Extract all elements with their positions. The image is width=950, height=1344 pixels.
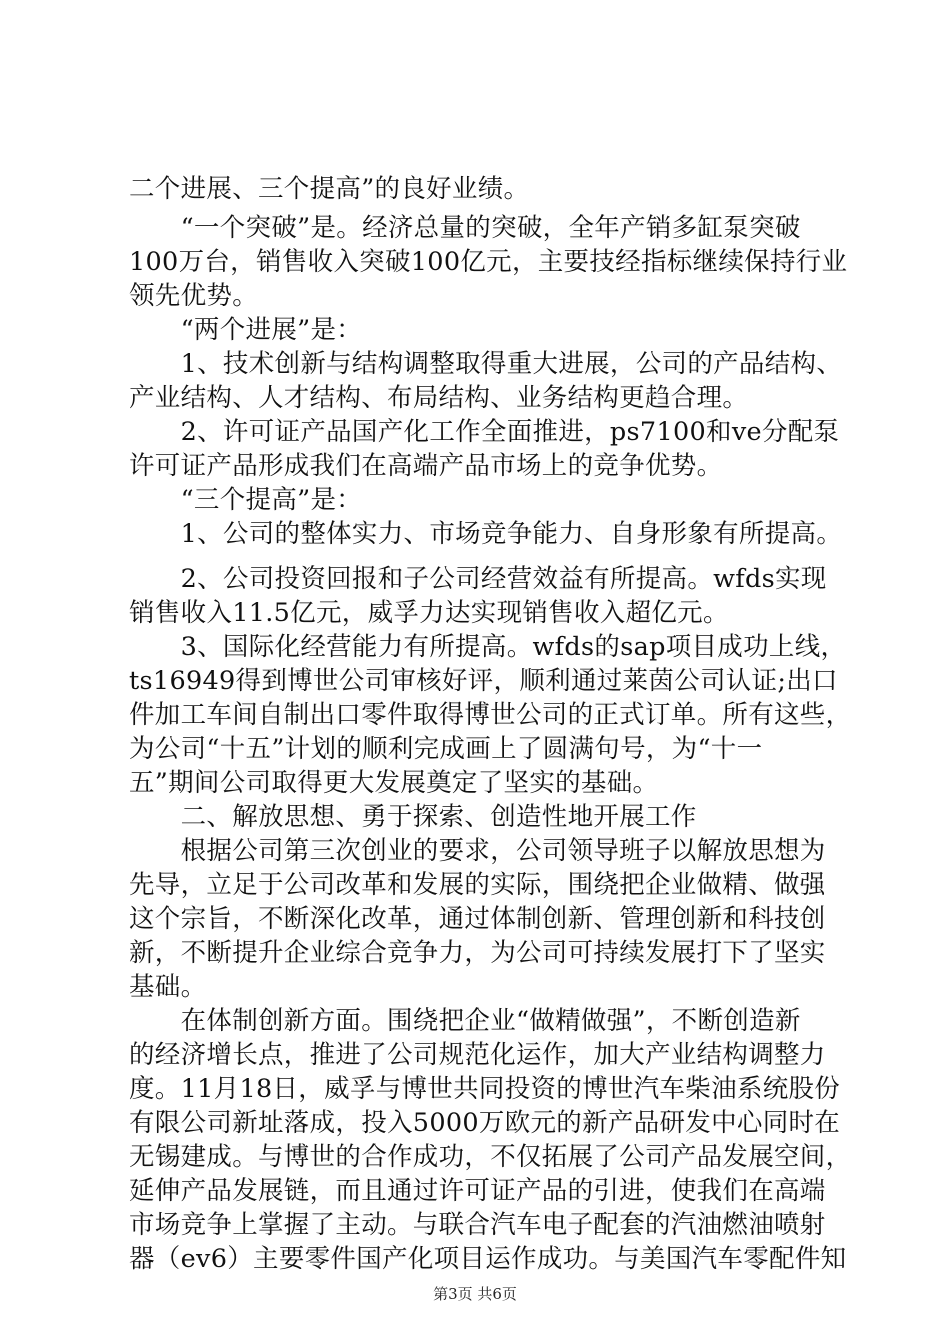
text-line: 2、许可证产品国产化工作全面推进，ps7100和ve分配泵 xyxy=(129,417,840,447)
text-line: 销售收入11.5亿元，威孚力达实现销售收入超亿元。 xyxy=(129,598,729,628)
text-line: 二、解放思想、勇于探索、创造性地开展工作 xyxy=(129,802,697,832)
text-line: 1、公司的整体实力、市场竞争能力、自身形象有所提高。 xyxy=(129,519,843,549)
text-line: 2、公司投资回报和子公司经营效益有所提高。wfds实现 xyxy=(129,564,827,594)
text-line: “两个进展”是： xyxy=(129,315,363,345)
text-line: “一个突破”是。经济总量的突破，全年产销多缸泵突破 xyxy=(129,213,801,243)
text-line: 3、国际化经营能力有所提高。wfds的sap项目成功上线， xyxy=(129,632,847,662)
text-line: 五”期间公司取得更大发展奠定了坚实的基础。 xyxy=(129,768,659,798)
text-line: 领先优势。 xyxy=(129,281,259,311)
text-line: 先导，立足于公司改革和发展的实际，围绕把企业做精、做强 xyxy=(129,870,826,900)
text-line: 延伸产品发展链，而且通过许可证产品的引进，使我们在高端 xyxy=(129,1176,826,1206)
text-line: 二个进展、三个提高”的良好业绩。 xyxy=(129,174,530,204)
text-line: 件加工车间自制出口零件取得博世公司的正式订单。所有这些， xyxy=(129,700,852,730)
text-line: 基础。 xyxy=(129,972,207,1002)
text-line: 这个宗旨，不断深化改革，通过体制创新、管理创新和科技创 xyxy=(129,904,826,934)
text-line: 根据公司第三次创业的要求，公司领导班子以解放思想为 xyxy=(129,836,826,866)
text-line: ts16949得到博世公司审核好评，顺利通过莱茵公司认证;出口 xyxy=(129,666,838,696)
text-line: 1、技术创新与结构调整取得重大进展，公司的产品结构、 xyxy=(129,349,843,379)
text-line: 器（ev6）主要零件国产化项目运作成功。与美国汽车零配件知 xyxy=(129,1244,847,1274)
text-line: 市场竞争上掌握了主动。与联合汽车电子配套的汽油燃油喷射 xyxy=(129,1210,826,1240)
text-line: 为公司“十五”计划的顺利完成画上了圆满句号，为“十一 xyxy=(129,734,763,764)
page-footer: 第3页 共6页 xyxy=(433,1285,517,1303)
text-line: 100万台，销售收入突破100亿元，主要技经指标继续保持行业 xyxy=(129,247,848,277)
text-line: 许可证产品形成我们在高端产品市场上的竞争优势。 xyxy=(129,451,723,481)
text-line: 无锡建成。与博世的合作成功，不仅拓展了公司产品发展空间， xyxy=(129,1142,852,1172)
text-line: “三个提高”是： xyxy=(129,485,363,515)
text-line: 产业结构、人才结构、布局结构、业务结构更趋合理。 xyxy=(129,383,749,413)
text-line: 度。11月18日，威孚与博世共同投资的博世汽车柴油系统股份 xyxy=(129,1074,841,1104)
text-line: 新，不断提升企业综合竞争力，为公司可持续发展打下了坚实 xyxy=(129,938,826,968)
text-line: 有限公司新址落成，投入5000万欧元的新产品研发中心同时在 xyxy=(129,1108,841,1138)
text-line: 在体制创新方面。围绕把企业“做精做强”，不断创造新 xyxy=(129,1006,801,1036)
text-line: 的经济增长点，推进了公司规范化运作，加大产业结构调整力 xyxy=(129,1040,826,1070)
